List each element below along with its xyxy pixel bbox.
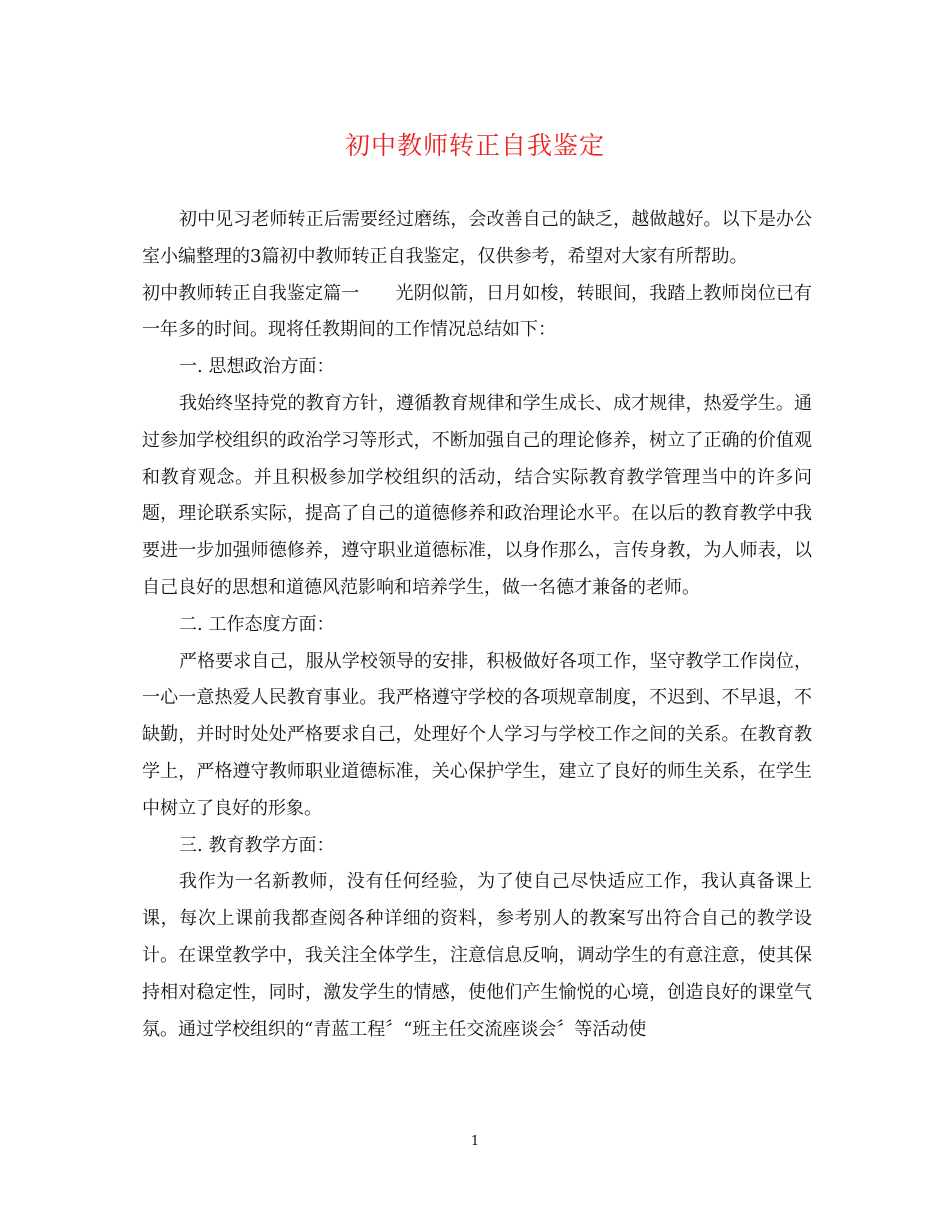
article-heading-paragraph	[142, 276, 812, 350]
document-title: 初中教师转正自我鉴定	[344, 131, 605, 160]
article-opening: 光阴似箭，日月如梭，转眼间，我踏上教师岗位已有一年多的时间。现将任教期间的工作情况总结如下：	[142, 282, 813, 341]
section-heading: 二. 工作态度方面：	[179, 613, 335, 635]
section-heading: 一. 思想政治方面：	[179, 356, 335, 378]
section-body: 我作为一名新教师，没有任何经验，为了使自己尽快适应工作，我认真备课上课，每次上课前我都查阅各种详细的资料，参考别人的教案写出符合自己的教学设计。在课堂教学中，我关注全体学生，注意信息反响，调动学生的有意注意，使其保持相对稳定性，同时，激发学生的情感，使他们产生愉悦的心境，创造良好的课堂气氛。通过学校组织的“青蓝工程〞“班主任交流座谈会〞等活动使	[142, 871, 812, 1040]
page-number: 1	[470, 1134, 480, 1149]
article-heading: 初中教师转正自我鉴定篇一	[142, 282, 360, 304]
document-body	[142, 202, 812, 1048]
section-body: 严格要求自己，服从学校领导的安排，积极做好各项工作，坚守教学工作岗位，一心一意热爱人民教育事业。我严格遵守学校的各项规章制度，不迟到、不早退，不缺勤，并时时处处严格要求自己，处理好个人学习与学校工作之间的关系。在教育教学上，严格遵守教师职业道德标准，关心保护学生，建立了良好的师生关系，在学生中树立了良好的形象。	[142, 650, 812, 819]
section-heading: 三. 教育教学方面：	[179, 834, 335, 856]
intro-paragraph: 初中见习老师转正后需要经过磨练，会改善自己的缺乏，越做越好。以下是办公室小编整理的3篇初中教师转正自我鉴定，仅供参考，希望对大家有所帮助。	[142, 209, 812, 267]
section-body: 我始终坚持党的教育方针，遵循教育规律和学生成长、成才规律，热爱学生。通过参加学校组织的政治学习等形式，不断加强自己的理论修养，树立了正确的价值观和教育观念。并且积极参加学校组织的活动，结合实际教育教学管理当中的许多问题，理论联系实际，提高了自己的道德修养和政治理论水平。在以后的教育教学中我要进一步加强师德修养，遵守职业道德标准，以身作那么，言传身教，为人师表，以自己良好的思想和道德风范影响和培养学生，做一名德才兼备的老师。	[142, 392, 812, 598]
